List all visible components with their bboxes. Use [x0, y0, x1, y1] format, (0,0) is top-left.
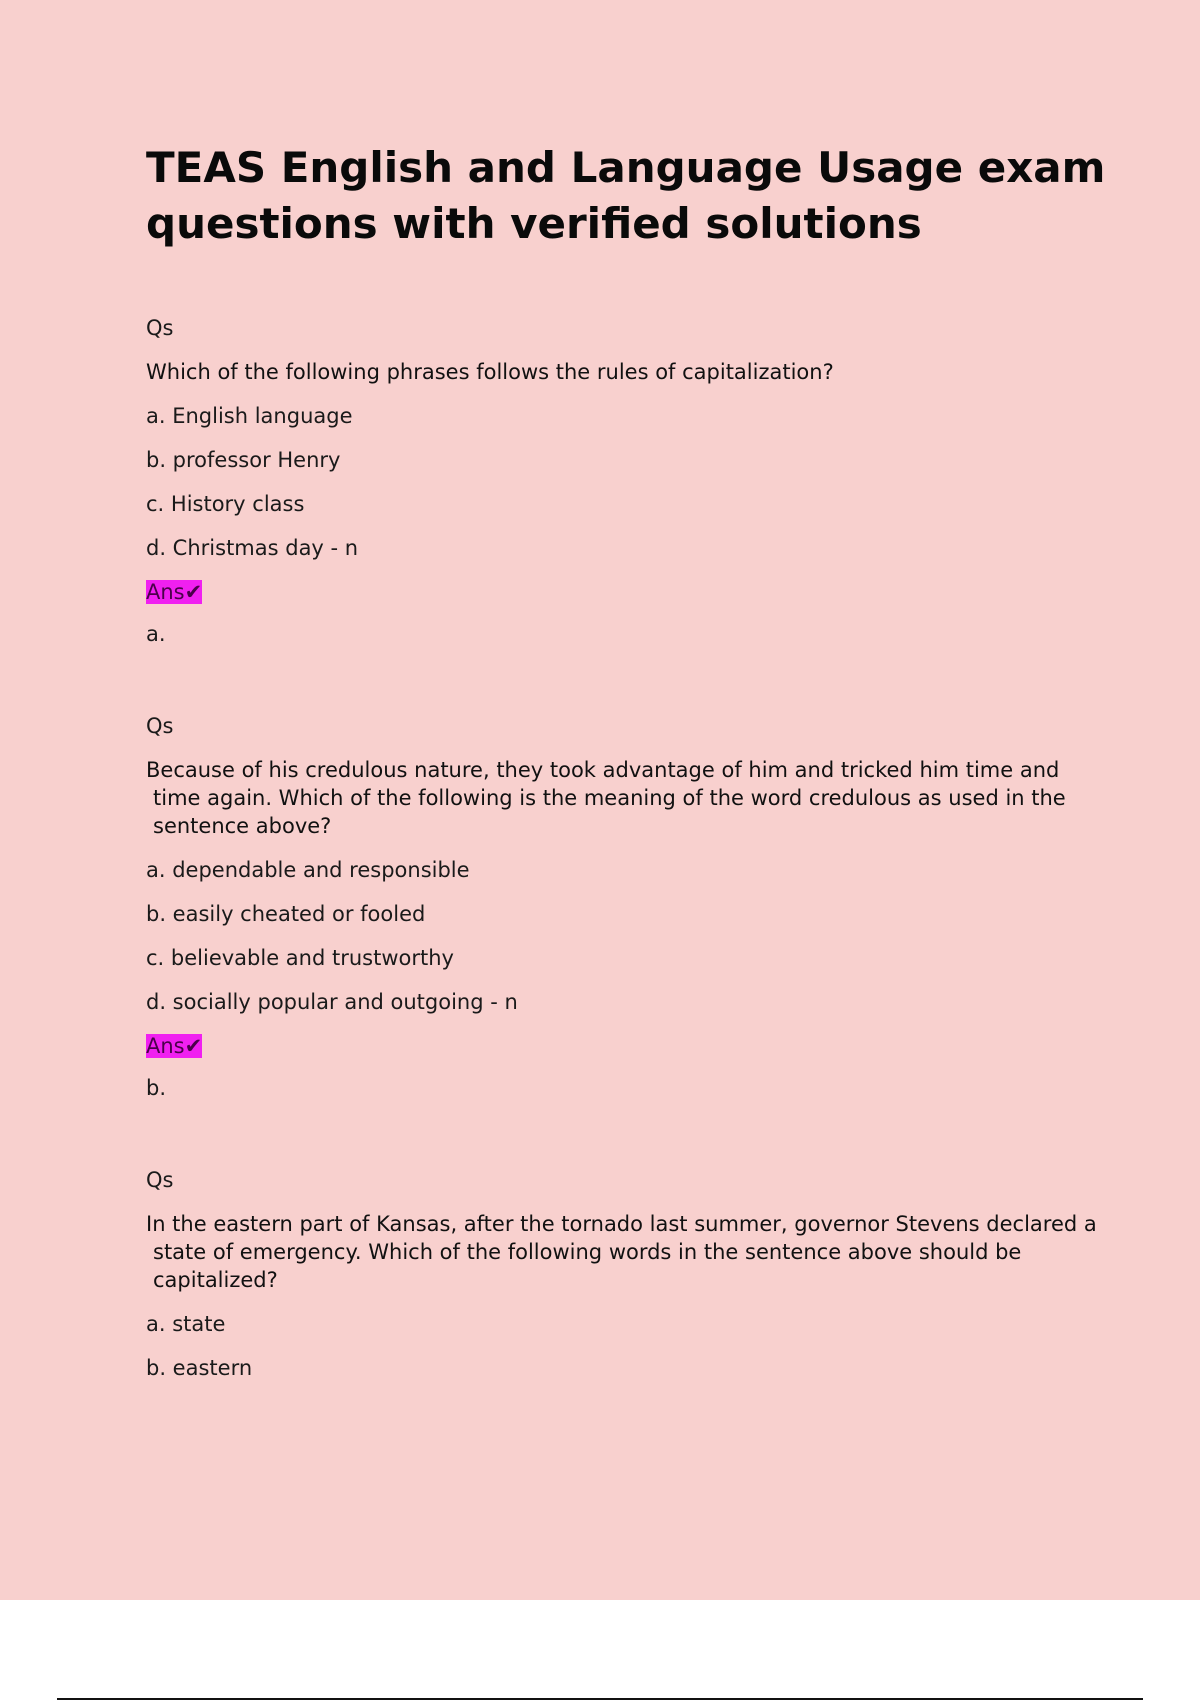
- option-b: b. professor Henry: [146, 448, 341, 472]
- question-label: Qs: [146, 1168, 174, 1192]
- question-block-1: [146, 314, 1106, 648]
- answer-tag: Ans✔: [146, 580, 203, 604]
- question-block-3: [146, 1166, 1106, 1382]
- document-content: [146, 140, 1106, 1446]
- question-text: In the eastern part of Kansas, after the tornado last summer, governor Stevens declared a state of emergency. Which of the following words in the sentence above should be capitalized?: [146, 1212, 1097, 1292]
- option-c: c. History class: [146, 492, 305, 516]
- option-a: a. dependable and responsible: [146, 858, 470, 882]
- option-a: a. state: [146, 1312, 226, 1336]
- question-text: Which of the following phrases follows the rules of capitalization?: [146, 360, 834, 384]
- option-d: d. socially popular and outgoing - n: [146, 990, 518, 1014]
- option-a: a. English language: [146, 404, 353, 428]
- question-label: Qs: [146, 714, 174, 738]
- answer-value: b.: [146, 1076, 167, 1100]
- answer-value: a.: [146, 622, 166, 646]
- answer-row: [146, 578, 1106, 606]
- question-text: Because of his credulous nature, they took advantage of him and tricked him time and time again. Which of the following is the meaning of the word credulous as used in the sentence above?: [146, 758, 1066, 838]
- option-b: b. eastern: [146, 1356, 253, 1380]
- option-d: d. Christmas day - n: [146, 536, 359, 560]
- option-c: c. believable and trustworthy: [146, 946, 454, 970]
- question-block-2: [146, 712, 1106, 1102]
- answer-tag: Ans✔: [146, 1034, 203, 1058]
- document-title: TEAS English and Language Usage exam questions with verified solutions: [146, 143, 1106, 248]
- option-b: b. easily cheated or fooled: [146, 902, 426, 926]
- answer-row: [146, 1032, 1106, 1060]
- question-label: Qs: [146, 316, 174, 340]
- question-list: [146, 314, 1106, 1382]
